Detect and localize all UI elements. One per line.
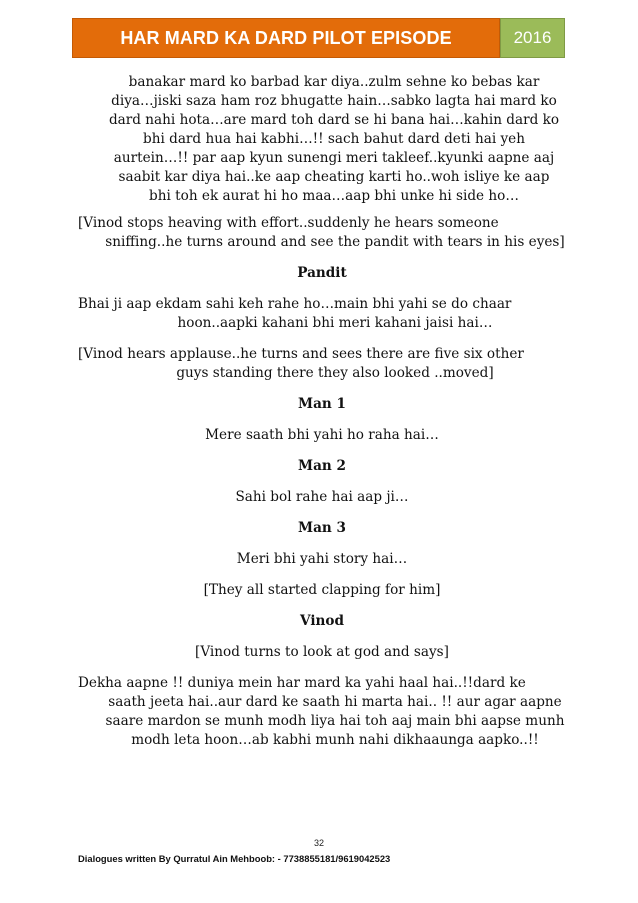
speaker-name: Man 2 bbox=[298, 458, 346, 474]
dialogue-paragraph: banakar mard ko barbad kar diya..zulm sehne ko bebas kar diya…jiski saza ham roz bhugatte hain…sabko lagta hai mard ko dard nahi hota…are mard toh dard se hi bana hai…kahin dard ko bhi dard hua hai kabhi…!! sach bahut dard deti hai yeh aurtein…!! par aap kyun sunengi meri takleef..kyunki aapne aaj saabit kar diya hai..ke aap cheating karti ho..woh isliye ke aap bhi toh ek aurat hi ho maa…aap bhi unke hi side ho… bbox=[108, 74, 560, 204]
dialogue-rest: hoon..aapki kahani bhi meri kahani jaisi hai… bbox=[177, 315, 493, 331]
dialogue-line: Sahi bol rahe hai aap ji… bbox=[235, 489, 409, 505]
header-title: HAR MARD KA DARD PILOT EPISODE bbox=[72, 18, 500, 58]
stage-direction-first-line: [Vinod hears applause..he turns and sees there are five six other bbox=[78, 346, 524, 362]
dialogue-first-line: Bhai ji aap ekdam sahi keh rahe ho…main bhi yahi se do chaar bbox=[78, 296, 512, 312]
page-header bbox=[72, 18, 565, 58]
page-number: 32 bbox=[313, 838, 324, 848]
speaker-name: Vinod bbox=[300, 613, 344, 629]
speaker-name: Man 1 bbox=[298, 396, 346, 412]
stage-direction: [They all started clapping for him] bbox=[203, 582, 441, 598]
stage-direction bbox=[78, 214, 566, 252]
stage-direction-first-line: [Vinod stops heaving with effort..suddenly he hears someone bbox=[78, 215, 499, 231]
stage-direction-rest: sniffing..he turns around and see the pandit with tears in his eyes] bbox=[105, 234, 565, 250]
dialogue-paragraph bbox=[78, 295, 566, 333]
dialogue-line: Meri bhi yahi story hai… bbox=[236, 551, 408, 567]
dialogue-first-line: Dekha aapne !! duniya mein har mard ka yahi haal hai..!!dard ke bbox=[78, 675, 526, 691]
speaker-name: Man 3 bbox=[298, 520, 346, 536]
dialogue-rest: saath jeeta hai..aur dard ke saath hi marta hai.. !! aur agar aapne saare mardon se munh modh liya hai toh aaj main bhi aapse munh modh leta hoon…ab kabhi munh nahi dikhaaunga aapko..!! bbox=[105, 694, 565, 748]
stage-direction: [Vinod turns to look at god and says] bbox=[195, 644, 449, 660]
footer-credits: Dialogues written By Qurratul Ain Mehboob: - 7738855181/9619042523 bbox=[78, 853, 391, 864]
script-content bbox=[78, 73, 566, 750]
stage-direction bbox=[78, 345, 566, 383]
header-year: 2016 bbox=[500, 18, 565, 58]
speaker-name: Pandit bbox=[297, 265, 347, 281]
dialogue-paragraph bbox=[78, 674, 566, 750]
stage-direction-rest: guys standing there they also looked ..moved] bbox=[176, 365, 494, 381]
dialogue-line: Mere saath bhi yahi ho raha hai… bbox=[205, 427, 439, 443]
